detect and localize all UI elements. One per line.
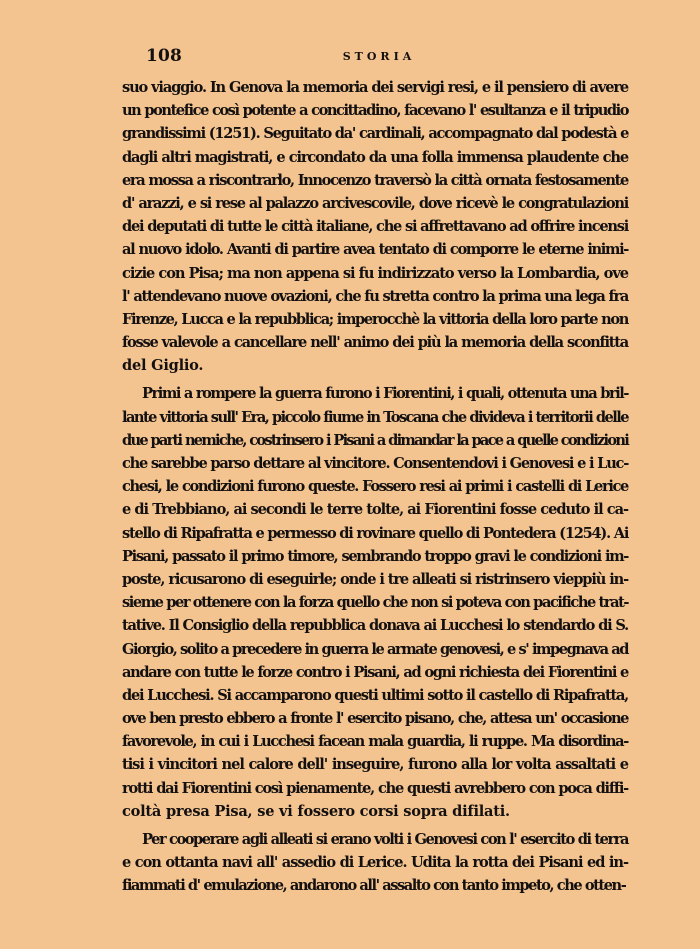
text-line: d' arazzi, e si rese al palazzo arcivescovile, dove ricevè le congratulazioni xyxy=(122,194,628,212)
text-line: rotti dai Fiorentini così pienamente, che questi avrebbero con poca diffi- xyxy=(122,779,628,797)
text-line: chesi, le condizioni furono queste. Fossero resi ai primi i castelli di Lerice xyxy=(122,478,628,496)
text-line: due parti nemiche, costrinsero i Pisani a dimandar la pace a quelle condizioni xyxy=(122,431,628,449)
text-line: e con ottanta navi all' assedio di Lerice. Udita la rotta dei Pisani ed in- xyxy=(122,854,628,872)
text-line: che sarebbe parso dettare al vincitore. Consentendovi i Genovesi e i Luc- xyxy=(122,455,628,472)
text-line: dagli altri magistrati, e circondato da una folla immensa plaudente che xyxy=(122,148,628,166)
text-flow xyxy=(122,76,628,898)
text-line: poste, ricusarono di eseguirle; onde i tre alleati si ristrinsero vieppiù in- xyxy=(122,570,628,588)
running-title: STORIA xyxy=(342,50,416,63)
text-line: cizie con Pisa; ma non appena si fu indirizzato verso la Lombardia, ove xyxy=(122,264,628,282)
text-line: e di Trebbiano, ai secondi le terre tolte, ai Fiorentini fosse ceduto il ca- xyxy=(122,501,628,519)
text-line: grandissimi (1251). Seguitato da' cardinali, accompagnato dal podestà e xyxy=(122,125,629,143)
text-line: coltà presa Pisa, se vi fossero corsi sopra difilati. xyxy=(122,802,510,820)
text-line: Giorgio, solito a precedere in guerra le armate genovesi, e s' impegnava ad xyxy=(122,640,628,658)
text-line: fosse valevole a cancellare nell' animo dei più la memoria della sconfitta xyxy=(122,334,628,352)
text-line: andare con tutte le forze contro i Pisani, ad ogni richiesta dei Fiorentini e xyxy=(122,663,628,681)
text-line: al nuovo idolo. Avanti di partire avea tentato di comporre le eterne inimi- xyxy=(122,241,628,259)
text-line: sieme per ottenere con la forza quello che non si poteva con pacifiche trat- xyxy=(122,594,628,612)
text-line: fiammati d' emulazione, andarono all' assalto con tanto impeto, che otten- xyxy=(122,877,626,895)
text-line: stello di Ripafratta e permesso di rovinare quello di Pontedera (1254). Ai xyxy=(122,524,629,542)
paragraph xyxy=(122,382,628,823)
text-line: Firenze, Lucca e la repubblica; imperocchè la vittoria della loro parte non xyxy=(122,310,628,328)
text-line: Per cooperare agli alleati si erano volti i Genovesi con l' esercito di terra xyxy=(142,831,628,848)
body-text xyxy=(122,76,628,898)
text-line: ove ben presto ebbero a fronte l' esercito pisano, che, attesa un' occasione xyxy=(122,710,628,728)
text-line: Primi a rompere la guerra furono i Fiorentini, i quali, ottenuta una bril- xyxy=(142,385,628,403)
text-line: lante vittoria sull' Era, piccolo fiume in Toscana che divideva i territorii delle xyxy=(122,408,628,426)
text-line: tisi i vincitori nel calore dell' inseguire, furono alla lor volta assaltati e xyxy=(122,756,628,774)
text-line: era mossa a riscontrarlo, Innocenzo traversò la città ornata festosamente xyxy=(122,171,628,189)
text-line: un pontefice così potente a concittadino, facevano l' esultanza e il tripudio xyxy=(122,102,628,120)
text-line: dei deputati di tutte le città italiane, che si affrettavano ad offrire incensi xyxy=(122,218,628,236)
text-line: tative. Il Consiglio della repubblica donava ai Lucchesi lo stendardo di S. xyxy=(122,617,628,635)
text-line: favorevole, in cui i Lucchesi facean mala guardia, li ruppe. Ma disordina- xyxy=(122,733,628,751)
text-line: dei Lucchesi. Si accamparono questi ultimi sotto il castello di Ripafratta, xyxy=(122,686,628,704)
page-number: 108 xyxy=(146,46,183,66)
paragraph xyxy=(122,828,628,898)
text-line: del Giglio. xyxy=(122,357,204,375)
text-line: Pisani, passato il primo timore, sembrando troppo gravi le condizioni im- xyxy=(122,547,628,565)
text-line: suo viaggio. In Genova la memoria dei servigi resi, e il pensiero di avere xyxy=(122,79,628,96)
text-line: l' attendevano nuove ovazioni, che fu stretta contro la prima una lega fra xyxy=(122,287,629,305)
paragraph xyxy=(122,76,628,377)
